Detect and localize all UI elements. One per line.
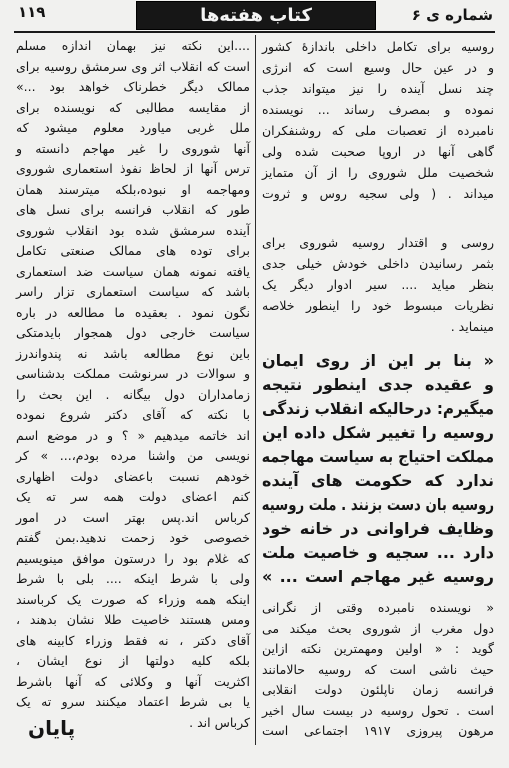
- page-number: ۱۱۹: [18, 3, 46, 21]
- text-line: ممالک دیگر خطرناک خواهد بود ...»: [16, 79, 250, 94]
- text-line: یافته نمونه همان سیاست ضد استعماری: [16, 263, 250, 279]
- quote-line: میگیرم: درحالیکه انقلاب زندگی: [262, 399, 494, 418]
- text-line: میداند . ( ولی سجیه روس و ثروت: [262, 186, 494, 201]
- quote-line: مملکت احتیاج به سیاست مهاجمه: [261, 447, 494, 466]
- text-line: آینده سرمشق شده بود انقلاب شوروی: [16, 222, 250, 238]
- text-line: کرباس اند .: [189, 714, 250, 730]
- text-line: خودهم نسبت باعضای دولت اظهاری: [16, 468, 250, 484]
- quote-line: و عقیده جدی اینطور نتیجه: [262, 375, 494, 394]
- text-line: سیاست خارجی دول همجوار بایدمتکی: [16, 325, 250, 340]
- text-line: « نویسنده نامبرده وقتی از نگرانی: [262, 600, 494, 615]
- text-line: روسی و اقتدار روسیه شوروی برای: [262, 235, 494, 250]
- text-line: شخصیت ملل شوروی را از آن متمایز: [262, 165, 494, 180]
- quote-line: روسیه را تغییر شکل داده این: [262, 423, 494, 442]
- text-line: فرانسه زمان ناپلئون دولت انقلابی: [262, 682, 494, 697]
- text-line: باین نوع مطالعه باشد نه پندواندرز: [16, 345, 250, 361]
- text-line: اکثریت آنها و وکلائی که آنها باشرط: [16, 673, 250, 689]
- quote-line: روسیه بان دست بزنند . ملت روسیه: [261, 495, 494, 514]
- text-line: است که انقلاب اثر وی سرمشق روسیه برای: [16, 58, 250, 74]
- text-line: آقای دکتر ، نه فقط وزراء کابینه های: [16, 632, 250, 648]
- text-line: یا بی شرط اعتماد میکنند سرو ته یک: [16, 694, 250, 709]
- magazine-logo: کتاب هفته‌ها: [136, 1, 376, 30]
- quote-line: وظایف فراوانی در خانه خود: [262, 519, 494, 538]
- text-line: روسیه برای تکامل داخلی باندازهٔ کشور: [262, 39, 494, 54]
- text-line: بثمر رسانیدن داخلی خودش خیلی جدی: [262, 256, 494, 271]
- text-line: ....این نکته نیز بهمان اندازه مسلم: [16, 38, 250, 53]
- text-line: نموده و بمصرف رساند ... نویسنده: [262, 102, 494, 117]
- end-label: پایان: [28, 716, 76, 740]
- text-line: آنها شوروی را غیر مهاجم دانسته و: [16, 140, 250, 156]
- text-line: اینکه همه وزراء که صورت یک کرباسند: [16, 591, 250, 607]
- text-line: کنم اعضای دولت همه سر ته یک: [16, 489, 250, 504]
- text-line: برای توده های ممالک صنعتی تکامل: [16, 243, 250, 258]
- text-line: ترس آنها از لحاظ نفوذ استعماری شوروی: [16, 161, 250, 176]
- text-line: کرباس اند.پس بهتر است در امور: [16, 509, 250, 525]
- text-line: خصوصی خود زحمت ندهید.بمن گفتم: [16, 530, 250, 545]
- text-line: با نکته که آقای دکتر شروع نموده: [16, 407, 250, 422]
- text-line: نویسی من واشنا مرده بودم،... » کر: [16, 448, 250, 463]
- quote-line: ندارد که حکومت های آینده: [262, 471, 494, 490]
- left-column: [16, 36, 250, 733]
- text-line: طور که انقلاب فرانسه برای نسل های: [16, 202, 250, 217]
- text-line: بنظر میاید .... سیر ادوار دیگر یک: [262, 277, 494, 292]
- quote-line: روسیه غیر مهاجم است ... »: [262, 567, 494, 586]
- text-line: اند خاتمه میدهیم « ؟ و در موضع اسم: [16, 427, 250, 443]
- quote-line: دارد ... سجیه و خاصیت ملت: [262, 543, 494, 562]
- text-line: باشد که سیاست استعماری تزار راسر: [16, 284, 250, 299]
- text-line: و سوالات در سرنوشت مملکت بدشناسی: [16, 366, 250, 381]
- text-line: چند نسل آینده را نیز میتواند جذب: [262, 81, 494, 96]
- text-line: گاهی آنها در اروپا صحبت شده ولی: [262, 144, 494, 159]
- text-line: که غلام بود را درستون موافق مینویسیم: [16, 550, 250, 566]
- pull-quote: [262, 349, 494, 589]
- right-column-paragraph-3: [262, 598, 494, 742]
- text-line: مینماید .: [450, 319, 494, 334]
- text-line: حیث ناشی است که روسیه حالامانند: [262, 661, 494, 677]
- header-rule: [14, 31, 495, 33]
- text-line: نظریات مبسوط خود را اینطور خلاصه: [262, 298, 494, 313]
- text-line: زمامداران دول بیگانه . این بحث را: [16, 386, 250, 402]
- column-divider: [255, 35, 256, 745]
- text-line: مرهون پیروزی ۱۹۱۷ اجتماعی است: [262, 723, 494, 738]
- text-line: ملل غربی میاورد معلوم میشود که: [16, 120, 250, 135]
- right-column-paragraph-2: [262, 232, 494, 337]
- text-line: از مقایسه مطالبی که نویسنده برای: [16, 99, 250, 115]
- text-line: بلکه کلیه دولتها از نوع ایشان ،: [16, 653, 250, 668]
- issue-number: شماره ی ۶: [411, 6, 493, 24]
- right-column-paragraph-1: [262, 36, 494, 204]
- text-line: گوید : « اولین ومهمترین نکته ازاین: [262, 641, 494, 656]
- quote-line: « بنا بر این از روی ایمان: [262, 351, 494, 370]
- text-line: و در عین حال وسیع است که انرژی: [262, 60, 494, 75]
- text-line: است . تحول روسیه در بیست سال اخیر: [262, 702, 494, 718]
- text-line: ومس هستند خاصیت طلا نشان بدهند ،: [16, 612, 250, 627]
- text-line: نگون نمود . بعقیده ما مطالعه در باره: [16, 304, 250, 320]
- text-line: نامبرده از تعصبات ملی که روشنفکران: [262, 123, 494, 138]
- text-line: ولی با شرط اینکه .... بلی با شرط: [16, 571, 250, 586]
- text-line: دول مغرب از شوروی بحث میکند می: [262, 620, 494, 636]
- text-line: ومهاجمه او نبوده،بلکه میترسند همان: [16, 181, 250, 197]
